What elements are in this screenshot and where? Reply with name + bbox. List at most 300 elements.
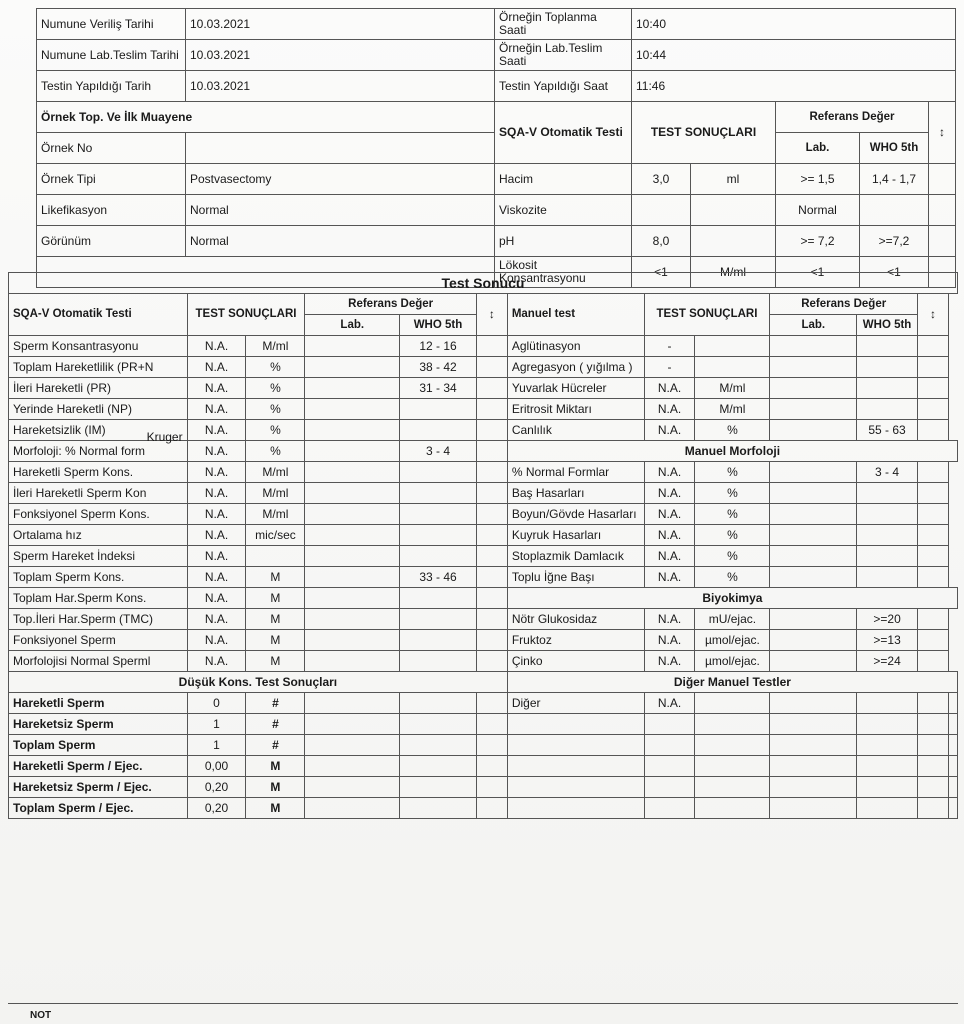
column-header: Referans Değer (305, 294, 476, 315)
ref-lab (305, 525, 400, 546)
column-header: Referans Değer (770, 294, 918, 315)
test-value: 0,20 (187, 798, 246, 819)
test-label: Fonksiyonel Sperm Kons. (9, 504, 188, 525)
blank-cell (929, 226, 956, 257)
test-sonucu-title: Test Sonucu (9, 273, 958, 294)
info-label: Örnek No (37, 133, 186, 164)
blank-cell (695, 693, 770, 714)
column-header: Manuel test (507, 294, 644, 336)
ref-lab (305, 609, 400, 630)
blank-cell (400, 735, 477, 756)
table-row (9, 588, 958, 609)
ref-who: 1,4 - 1,7 (860, 164, 929, 195)
test-label: Toplam Sperm / Ejec. (9, 798, 188, 819)
blank-cell (949, 714, 958, 735)
ref-lab (770, 420, 857, 441)
blank-cell (305, 735, 400, 756)
test-value: N.A. (644, 399, 695, 420)
test-label: Aglütinasyon (507, 336, 644, 357)
test-value: N.A. (644, 693, 695, 714)
ornek-row (37, 195, 956, 226)
test-value: 1 (187, 735, 246, 756)
test-value: N.A. (187, 357, 246, 378)
blank-cell (929, 195, 956, 226)
kruger-label: Kruger (146, 429, 183, 444)
blank-cell (305, 756, 400, 777)
ref-who (857, 546, 918, 567)
info-label: Numune Veriliş Tarihi (37, 9, 186, 40)
blank-cell (476, 777, 507, 798)
ref-who: <1 (860, 257, 929, 288)
table-row (9, 441, 958, 462)
test-value (632, 195, 691, 226)
test-value: N.A. (644, 630, 695, 651)
test-value: N.A. (644, 546, 695, 567)
blank-cell (476, 735, 507, 756)
test-label: % Normal Formlar (507, 462, 644, 483)
blank-cell (476, 630, 507, 651)
column-header: Lab. (305, 315, 400, 336)
blank-cell (918, 651, 949, 672)
test-label: Sperm Konsantrasyonu (9, 336, 188, 357)
blank-cell (770, 714, 857, 735)
blank-cell (857, 777, 918, 798)
blank-cell (400, 693, 477, 714)
blank-cell (857, 735, 918, 756)
column-header: TEST SONUÇLARI (187, 294, 305, 336)
ref-lab (305, 588, 400, 609)
note-label: NOT (30, 1010, 52, 1021)
info-value: Normal (186, 195, 495, 226)
test-label: Morfolojisi Normal Sperml (9, 651, 188, 672)
info-value: 10.03.2021 (186, 40, 495, 71)
test-unit: M/ml (246, 504, 305, 525)
blank-cell (918, 735, 949, 756)
dusuk-row (9, 714, 958, 735)
test-unit: % (246, 420, 305, 441)
test-value: N.A. (644, 504, 695, 525)
blank-cell (476, 798, 507, 819)
test-value: 3,0 (632, 164, 691, 195)
blank-cell (476, 378, 507, 399)
info-label: Görünüm (37, 226, 186, 257)
section-title: Düşük Kons. Test Sonuçları (9, 672, 508, 693)
ref-lab (770, 546, 857, 567)
section-title: Örnek Top. Ve İlk Muayene (37, 102, 495, 133)
column-header: SQA-V Otomatik Testi (9, 294, 188, 336)
blank-cell (644, 777, 695, 798)
blank-cell (918, 777, 949, 798)
blank-cell (476, 420, 507, 441)
blank-cell (695, 714, 770, 735)
test-unit: M (246, 756, 305, 777)
test-value: N.A. (644, 651, 695, 672)
ref-who (857, 336, 918, 357)
column-header: WHO 5th (860, 133, 929, 164)
blank-cell (476, 336, 507, 357)
table-row (9, 567, 958, 588)
blank-cell (400, 798, 477, 819)
column-header: Lab. (770, 315, 857, 336)
blank-cell (476, 357, 507, 378)
blank-cell (929, 164, 956, 195)
test-label: Baş Hasarları (507, 483, 644, 504)
blank-cell (918, 525, 949, 546)
blank-cell (476, 756, 507, 777)
test-label: Yuvarlak Hücreler (507, 378, 644, 399)
test-value: N.A. (187, 609, 246, 630)
test-label: Toplu İğne Başı (507, 567, 644, 588)
blank-cell (476, 441, 507, 462)
blank-cell (507, 777, 644, 798)
info-label: Testin Yapıldığı Saat (495, 71, 632, 102)
blank-cell (305, 714, 400, 735)
test-unit: % (246, 357, 305, 378)
ref-lab (305, 441, 400, 462)
test-value: 0,20 (187, 777, 246, 798)
ref-who: >=7,2 (860, 226, 929, 257)
blank-cell (305, 798, 400, 819)
test-label: Hareketli Sperm / Ejec. (9, 756, 188, 777)
blank-cell (918, 567, 949, 588)
blank-cell (695, 798, 770, 819)
test-value: N.A. (187, 525, 246, 546)
ref-lab (305, 336, 400, 357)
info-value: 10.03.2021 (186, 9, 495, 40)
ref-lab (305, 651, 400, 672)
ref-lab (770, 609, 857, 630)
test-value: N.A. (644, 609, 695, 630)
info-value (186, 133, 495, 164)
test-value: N.A. (187, 546, 246, 567)
test-unit: M (246, 630, 305, 651)
test-value: N.A. (644, 420, 695, 441)
dusuk-row (9, 798, 958, 819)
blank-cell (918, 798, 949, 819)
info-value: 10.03.2021 (186, 71, 495, 102)
dusuk-row (9, 756, 958, 777)
test-label: Toplam Har.Sperm Kons. (9, 588, 188, 609)
blank-cell (770, 735, 857, 756)
dusuk-row (9, 777, 958, 798)
test-unit (691, 195, 776, 226)
test-unit: M (246, 651, 305, 672)
ref-who (400, 651, 477, 672)
test-value: N.A. (187, 336, 246, 357)
info-label: Testin Yapıldığı Tarih (37, 71, 186, 102)
blank-cell (949, 798, 958, 819)
test-unit: M (246, 777, 305, 798)
test-value: N.A. (187, 651, 246, 672)
blank-cell (918, 399, 949, 420)
test-label: Eritrosit Miktarı (507, 399, 644, 420)
sort-arrows-icon: ↕ (918, 294, 949, 336)
test-value: N.A. (187, 441, 246, 462)
blank-cell (770, 693, 857, 714)
test-value: N.A. (187, 462, 246, 483)
ref-lab (770, 567, 857, 588)
blank-cell (918, 504, 949, 525)
ornek-row (37, 226, 956, 257)
blank-cell (507, 735, 644, 756)
blank-cell (918, 420, 949, 441)
ref-lab (305, 462, 400, 483)
test-value: - (644, 336, 695, 357)
test-label: Hareketli Sperm Kons. (9, 462, 188, 483)
ref-lab (305, 546, 400, 567)
test-value: N.A. (644, 483, 695, 504)
ref-lab (770, 462, 857, 483)
test-unit: ml (691, 164, 776, 195)
blank-cell (476, 546, 507, 567)
blank-cell (400, 714, 477, 735)
test-value: 0,00 (187, 756, 246, 777)
table-row (9, 483, 958, 504)
date-row (37, 9, 956, 40)
test-unit: % (246, 399, 305, 420)
test-label: Toplam Sperm Kons. (9, 567, 188, 588)
ref-who (857, 399, 918, 420)
test-value: <1 (632, 257, 691, 288)
ref-lab (770, 504, 857, 525)
test-value: N.A. (187, 504, 246, 525)
sample-info-table (36, 8, 956, 288)
test-label: Nötr Glukosidaz (507, 609, 644, 630)
ref-who: 3 - 4 (400, 441, 477, 462)
ref-who (400, 483, 477, 504)
test-label: Kuyruk Hasarları (507, 525, 644, 546)
ref-lab (770, 336, 857, 357)
test-unit: M (246, 588, 305, 609)
test-label: İleri Hareketli Sperm Kon (9, 483, 188, 504)
blank-cell (918, 693, 949, 714)
ref-who (400, 609, 477, 630)
test-sonucu-row (9, 273, 958, 294)
test-unit (246, 546, 305, 567)
sort-arrows-icon: ↕ (929, 102, 956, 164)
blank-cell (507, 798, 644, 819)
test-label: Toplam Sperm (9, 735, 188, 756)
test-unit: % (695, 420, 770, 441)
ref-lab (305, 504, 400, 525)
ref-who (857, 357, 918, 378)
ref-who: 12 - 16 (400, 336, 477, 357)
ref-lab: >= 1,5 (776, 164, 860, 195)
ref-lab (305, 378, 400, 399)
ref-lab: >= 7,2 (776, 226, 860, 257)
ref-lab (305, 357, 400, 378)
ornek-header-row (37, 102, 956, 133)
info-value: Postvasectomy (186, 164, 495, 195)
ref-lab (305, 567, 400, 588)
ref-lab (305, 630, 400, 651)
test-unit: # (246, 693, 305, 714)
test-label: pH (495, 226, 632, 257)
table-row (9, 504, 958, 525)
test-label: Morfoloji: % Normal form Kruger (9, 441, 188, 462)
test-unit: M/ml (246, 483, 305, 504)
ornek-row (37, 164, 956, 195)
date-row (37, 40, 956, 71)
test-value: N.A. (644, 462, 695, 483)
ref-who (400, 462, 477, 483)
test-label: Yerinde Hareketli (NP) (9, 399, 188, 420)
test-unit (691, 226, 776, 257)
table-row (9, 546, 958, 567)
ref-who (400, 546, 477, 567)
blank-cell (918, 546, 949, 567)
blank-cell (918, 756, 949, 777)
section-title: Manuel Morfoloji (507, 441, 957, 462)
blank-cell (770, 756, 857, 777)
test-unit: mU/ejac. (695, 609, 770, 630)
table-row (9, 609, 958, 630)
test-unit (695, 357, 770, 378)
test-unit: # (246, 714, 305, 735)
blank-cell (476, 399, 507, 420)
blank-cell (507, 714, 644, 735)
test-value: 8,0 (632, 226, 691, 257)
ref-who: 38 - 42 (400, 357, 477, 378)
section-title: SQA-V Otomatik Testi (495, 102, 632, 164)
test-unit: % (246, 378, 305, 399)
test-label: Hareketsiz Sperm (9, 714, 188, 735)
test-label: Hareketsizlik (IM) (9, 420, 188, 441)
test-label: Lökosit Konsantrasyonu (495, 257, 632, 288)
blank-cell (644, 798, 695, 819)
test-label: Viskozite (495, 195, 632, 226)
blank-cell (949, 777, 958, 798)
test-label: Toplam Hareketlilik (PR+N (9, 357, 188, 378)
test-unit: M/ml (695, 378, 770, 399)
blank-cell (918, 714, 949, 735)
blank-cell (918, 630, 949, 651)
test-label: Stoplazmik Damlacık (507, 546, 644, 567)
ref-lab (770, 651, 857, 672)
column-header: TEST SONUÇLARI (644, 294, 770, 336)
blank-cell (949, 756, 958, 777)
test-unit: % (695, 483, 770, 504)
table-row (9, 336, 958, 357)
ref-who (857, 378, 918, 399)
ref-lab (770, 357, 857, 378)
blank-cell (857, 798, 918, 819)
test-label: Ortalama hız (9, 525, 188, 546)
ref-who (857, 525, 918, 546)
dusuk-header-row (9, 672, 958, 693)
column-header: Referans Değer (776, 102, 929, 133)
ref-lab (770, 630, 857, 651)
ref-who (857, 483, 918, 504)
blank-cell (476, 588, 507, 609)
test-unit: M (246, 567, 305, 588)
test-unit: % (246, 441, 305, 462)
blank-cell (695, 756, 770, 777)
ref-lab (305, 420, 400, 441)
test-unit: % (695, 525, 770, 546)
blank-cell (305, 693, 400, 714)
table-row (9, 630, 958, 651)
blank-cell (476, 483, 507, 504)
test-unit: µmol/ejac. (695, 630, 770, 651)
test-value: N.A. (187, 567, 246, 588)
info-label: Numune Lab.Teslim Tarihi (37, 40, 186, 71)
test-value: N.A. (187, 420, 246, 441)
ref-lab (770, 399, 857, 420)
column-header: WHO 5th (857, 315, 918, 336)
test-label: Fruktoz (507, 630, 644, 651)
test-value: 0 (187, 693, 246, 714)
section-title: Diğer Manuel Testler (507, 672, 957, 693)
ref-who: >=13 (857, 630, 918, 651)
ref-who (860, 195, 929, 226)
test-label: Hareketli Sperm (9, 693, 188, 714)
ref-who (857, 567, 918, 588)
blank-cell (949, 693, 958, 714)
test-value: N.A. (187, 399, 246, 420)
blank-cell (644, 735, 695, 756)
test-unit: M (246, 798, 305, 819)
blank-cell (476, 651, 507, 672)
blank-cell (918, 462, 949, 483)
test-unit: % (695, 546, 770, 567)
test-unit: M/ml (695, 399, 770, 420)
test-label: Canlılık (507, 420, 644, 441)
blank-cell (400, 756, 477, 777)
blank-cell (476, 462, 507, 483)
table-row (9, 357, 958, 378)
ref-who: 3 - 4 (857, 462, 918, 483)
test-label: Hareketsiz Sperm / Ejec. (9, 777, 188, 798)
ref-lab (770, 483, 857, 504)
ref-lab (305, 483, 400, 504)
blank-cell (476, 525, 507, 546)
blank-cell (857, 756, 918, 777)
blank-cell (476, 504, 507, 525)
blank-cell (918, 609, 949, 630)
test-unit: M (246, 609, 305, 630)
ref-lab (770, 378, 857, 399)
blank-cell (476, 693, 507, 714)
column-header: Lab. (776, 133, 860, 164)
blank-cell (644, 756, 695, 777)
ref-who: >=20 (857, 609, 918, 630)
blank-cell (918, 357, 949, 378)
test-label: Top.İleri Har.Sperm (TMC) (9, 609, 188, 630)
column-header: TEST SONUÇLARI (632, 102, 776, 164)
test-value: 1 (187, 714, 246, 735)
test-label: Agregasyon ( yığılma ) (507, 357, 644, 378)
test-label: Boyun/Gövde Hasarları (507, 504, 644, 525)
test-unit: M/ml (246, 336, 305, 357)
ref-who (400, 525, 477, 546)
blank-cell (305, 777, 400, 798)
blank-cell (918, 483, 949, 504)
column-header: WHO 5th (400, 315, 477, 336)
test-unit: M/ml (246, 462, 305, 483)
test-value: - (644, 357, 695, 378)
info-label: Likefikasyon (37, 195, 186, 226)
test-label: Diğer (507, 693, 644, 714)
blank-cell (770, 798, 857, 819)
info-label: Örnek Tipi (37, 164, 186, 195)
info-label: Örneğin Lab.Teslim Saati (495, 40, 632, 71)
blank-cell (476, 609, 507, 630)
ref-who: 33 - 46 (400, 567, 477, 588)
test-value: N.A. (187, 588, 246, 609)
test-unit: % (695, 504, 770, 525)
table-row (9, 399, 958, 420)
